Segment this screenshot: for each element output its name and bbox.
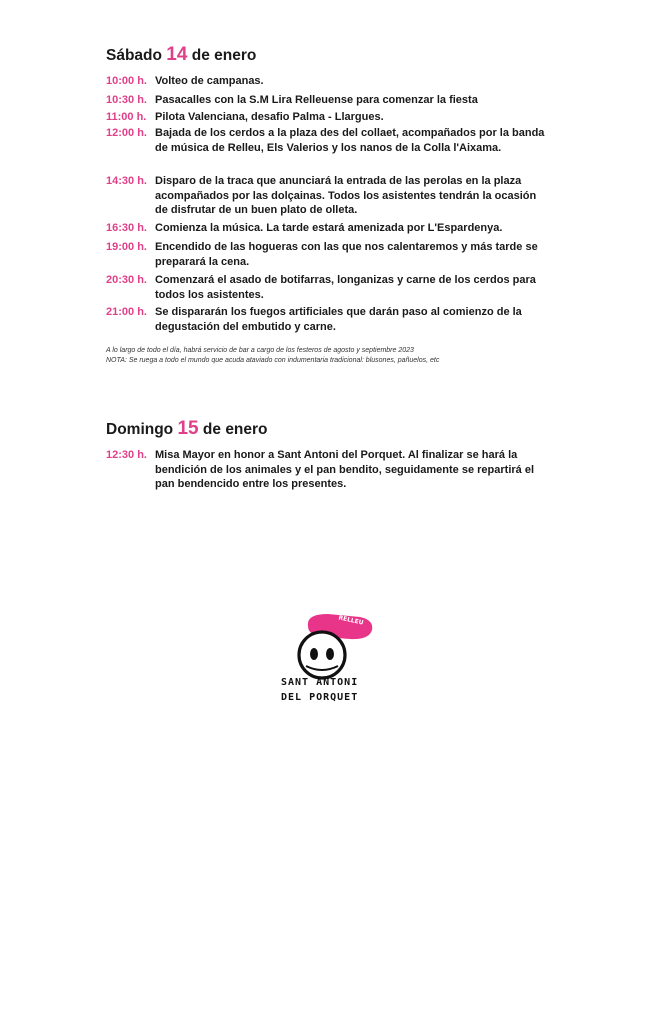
event-description: Se dispararán los fuegos artificiales que darán paso al comienzo de la degustación del embutido y carne. [155, 306, 522, 333]
event-description: Comenzará el asado de botifarras, longanizas y carne de los cerdos para todos los asistentes. [155, 274, 536, 301]
sunday-heading-suffix: de enero [202, 421, 268, 438]
event-description: Misa Mayor en honor a Sant Antoni del Porquet. Al finalizar se hará la bendición de los animales y el pan bendito, seguidamente se repartirá el pan bendencido entre los presentes. [155, 449, 535, 490]
saturday-heading-prefix: Sábado [106, 47, 162, 64]
event-time: 16:30 h. [106, 222, 147, 234]
logo-line-1: SANT ANTONI [281, 677, 359, 688]
event-item [106, 305, 546, 334]
event-time: 10:00 h. [106, 75, 147, 87]
event-time: 11:00 h. [106, 111, 147, 123]
logo-bubble-text: RELLEU [337, 614, 365, 627]
event-description: Comienza la música. La tarde estará amenizada por L'Espardenya. [155, 222, 503, 234]
event-time: 19:00 h. [106, 241, 147, 253]
sunday-day-number: 15 [177, 418, 199, 439]
event-description: Pasacalles con la S.M Lira Relleuense para comenzar la fiesta [155, 94, 478, 106]
saturday-heading-suffix: de enero [191, 47, 257, 64]
event-item [106, 273, 546, 302]
event-item [106, 174, 546, 218]
event-time: 12:00 h. [106, 127, 147, 139]
event-item [106, 110, 546, 125]
sunday-heading [106, 418, 268, 440]
event-item [106, 240, 546, 269]
event-description: Pilota Valenciana, desafio Palma - Llargues. [155, 111, 384, 123]
event-item [106, 93, 546, 108]
saturday-day-number: 14 [166, 44, 188, 65]
note-line: A lo largo de todo el día, habrá servicio de bar a cargo de los festeros de agosto y septiembre 2023 [106, 347, 414, 354]
event-time: 21:00 h. [106, 306, 147, 318]
event-time: 20:30 h. [106, 274, 147, 286]
event-description: Volteo de campanas. [155, 75, 264, 87]
event-time: 10:30 h. [106, 94, 147, 106]
logo-line-2: DEL PORQUET [281, 692, 359, 703]
event-description: Encendido de las hogueras con las que nos calentaremos y más tarde se preparará la cena. [155, 241, 538, 268]
note-line: NOTA: Se ruega a todo el mundo que acuda ataviado con indumentaria tradicional: blusones, pañuelos, etc [106, 356, 440, 364]
event-item [106, 126, 546, 155]
event-time: 12:30 h. [106, 449, 147, 461]
saturday-notes [106, 346, 546, 365]
event-item [106, 448, 546, 492]
sunday-heading-prefix: Domingo [106, 421, 174, 438]
event-description: Disparo de la traca que anunciará la entrada de las perolas en la plaza acompañados por las dolçainas. Todos los asistentes tendrán la ocasión de disfrutar de un buen plato de olleta. [155, 175, 537, 216]
event-time: 14:30 h. [106, 175, 147, 187]
saturday-heading [106, 44, 256, 66]
event-item [106, 221, 546, 236]
event-item [106, 74, 546, 89]
event-description: Bajada de los cerdos a la plaza des del collaet, acompañados por la banda de música de Relleu, Els Valerios y los nanos de la Colla l'Aixama. [155, 127, 545, 154]
